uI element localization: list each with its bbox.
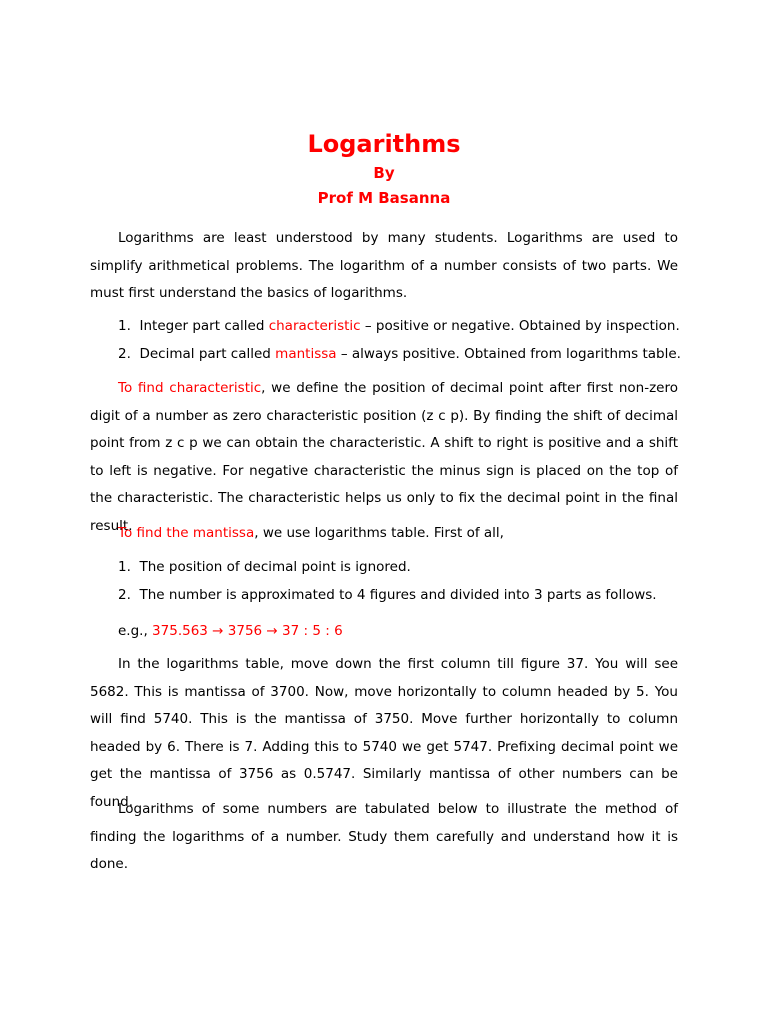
by-line: By (373, 164, 395, 182)
example-line (90, 618, 678, 646)
list-item (90, 341, 681, 369)
list-text: – positive or negative. Obtained by inspection. (360, 318, 680, 334)
intro-paragraph: Logarithms are least understood by many students. Logarithms are used to simplify arithmetical problems. The logarithm of a number consists of two parts. We must first understand the basics of logarithms. (90, 230, 678, 301)
example-parts: 37 : 5 : 6 (282, 623, 343, 639)
list-text: The number is approximated to 4 figures and divided into 3 parts as follows. (139, 586, 657, 603)
list-item (90, 582, 678, 610)
example-prefix: e.g., (118, 623, 153, 639)
mantissa-text: , we use logarithms table. First of all, (254, 525, 504, 541)
characteristic-section (90, 375, 678, 540)
closing-paragraph: Logarithms of some numbers are tabulated below to illustrate the method of finding the logarithms of a number. Study them carefully and understand how it is done. (90, 801, 678, 872)
term-characteristic: characteristic (268, 318, 361, 334)
steps-list (90, 554, 678, 609)
list-number: 2. (118, 345, 131, 362)
mantissa-section (90, 520, 678, 548)
list-text: Integer part called (139, 318, 269, 334)
page-title: Logarithms (307, 130, 461, 158)
parts-list (90, 313, 681, 368)
table-section (90, 651, 678, 816)
list-text: The position of decimal point is ignored. (139, 559, 411, 575)
example-approx: 3756 (227, 623, 263, 639)
list-number: 1. (118, 559, 131, 575)
list-text: Decimal part called (139, 345, 276, 362)
mantissa-paragraph (90, 520, 678, 548)
characteristic-paragraph (90, 375, 678, 540)
list-text: – always positive. Obtained from logarithms table. (336, 345, 681, 362)
author-name: Prof M Basanna (317, 189, 451, 207)
intro-section (90, 225, 678, 308)
term-mantissa: mantissa (275, 345, 337, 362)
list-item (90, 554, 678, 582)
closing-section (90, 796, 678, 879)
example-value: 375.563 (152, 623, 208, 639)
arrow-icon: → (207, 623, 228, 639)
characteristic-text: , we define the position of decimal point after first non-zero digit of a number as zero characteristic position (z c p). By finding the shift of decimal point from z c p we can obtain the characteristic. A shift to right is positive and a shift to left is negative. For negative characteristic the minus sign is placed on the top of the characteristic. The characteristic helps us only to fix the decimal point in the final result. (90, 380, 678, 534)
characteristic-heading: To find characteristic (118, 380, 262, 396)
table-paragraph: In the logarithms table, move down the first column till figure 37. You will see 5682. This is mantissa of 3700. Now, move horizontally to column headed by 5. You will find 5740. This is the mantissa of 3750. Move further horizontally to column headed by 6. There is 7. Adding this to 5740 we get 5747. Prefixing decimal point we get the mantissa of 3756 as 0.5747. Similarly mantissa of other numbers can be found. (90, 656, 678, 810)
mantissa-heading: To find the mantissa (118, 525, 255, 541)
arrow-icon: → (262, 623, 283, 639)
list-number: 2. (118, 586, 131, 603)
example-section (90, 618, 678, 646)
list-number: 1. (118, 318, 131, 334)
list-item (90, 313, 678, 341)
